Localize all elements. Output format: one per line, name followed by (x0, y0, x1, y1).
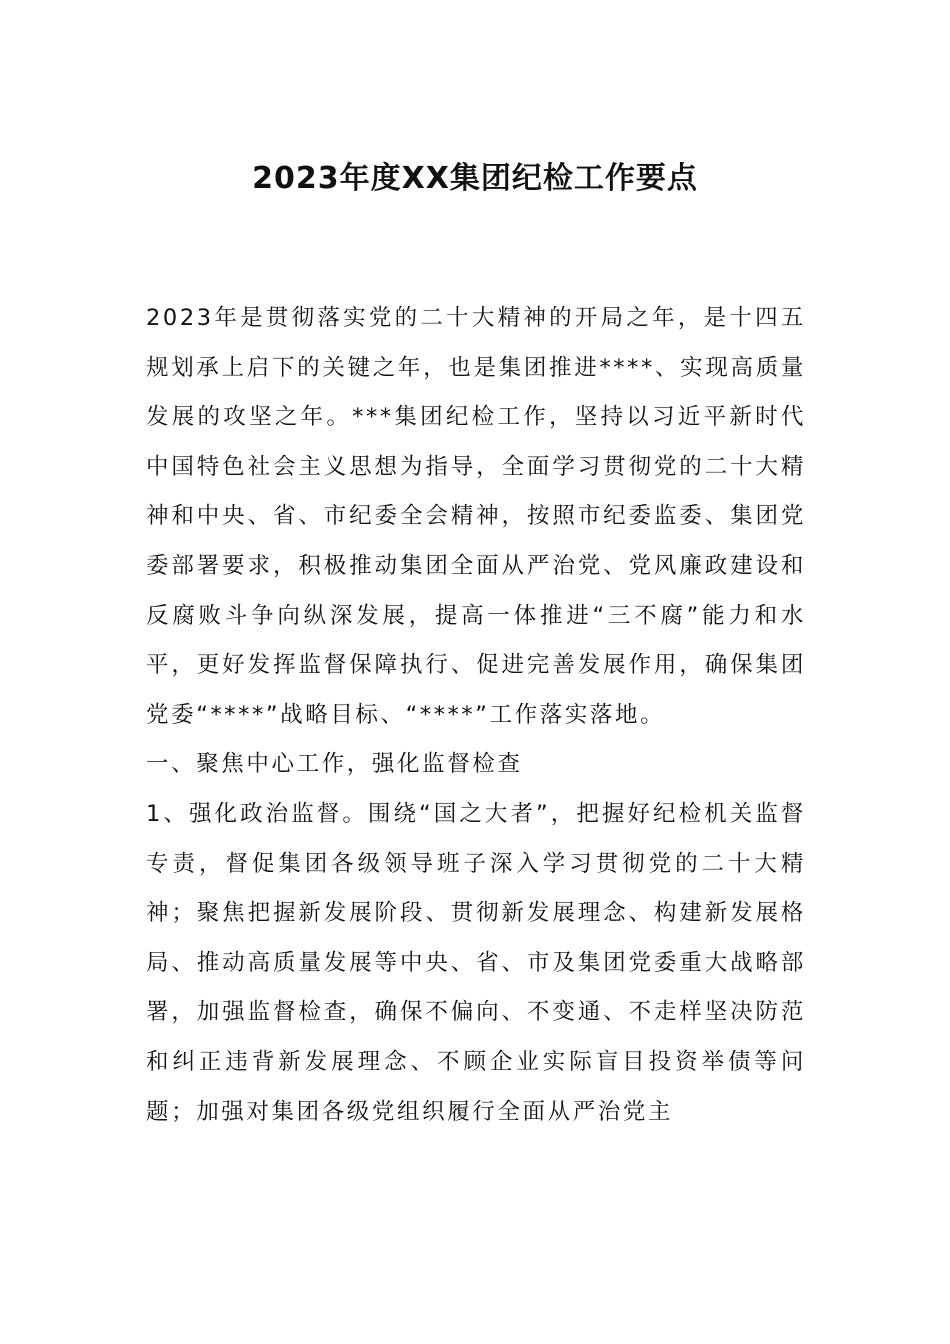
document-body (146, 294, 806, 1137)
item-paragraph: 1、强化政治监督。围绕“国之大者”，把握好纪检机关监督专责，督促集团各级领导班子深入学习贯彻党的二十大精神；聚焦把握新发展阶段、贯彻新发展理念、构建新发展格局、推动高质量发展等中央、省、市及集团党委重大战略部署，加强监督检查，确保不偏向、不变通、不走样坚决防范和纠正违背新发展理念、不顾企业实际盲目投资举债等问题；加强对集团各级党组织履行全面从严治党主 (146, 800, 806, 1125)
document-title: 2023年度XX集团纪检工作要点 (252, 161, 698, 196)
section-heading: 一、聚焦中心工作，强化监督检查 (146, 751, 523, 778)
intro-paragraph: 2023年是贯彻落实党的二十大精神的开局之年，是十四五规划承上启下的关键之年，也是集团推进****、实现高质量发展的攻坚之年。***集团纪检工作，坚持以习近平新时代中国特色社会主义思想为指导，全面学习贯彻党的二十大精神和中央、省、市纪委全会精神，按照市纪委监委、集团党委部署要求，积极推动集团全面从严治党、党风廉政建设和反腐败斗争向纵深发展，提高一体推进“三不腐”能力和水平，更好发挥监督保障执行、促进完善发展作用，确保集团党委“****”战略目标、“****”工作落实落地。 (146, 305, 806, 728)
